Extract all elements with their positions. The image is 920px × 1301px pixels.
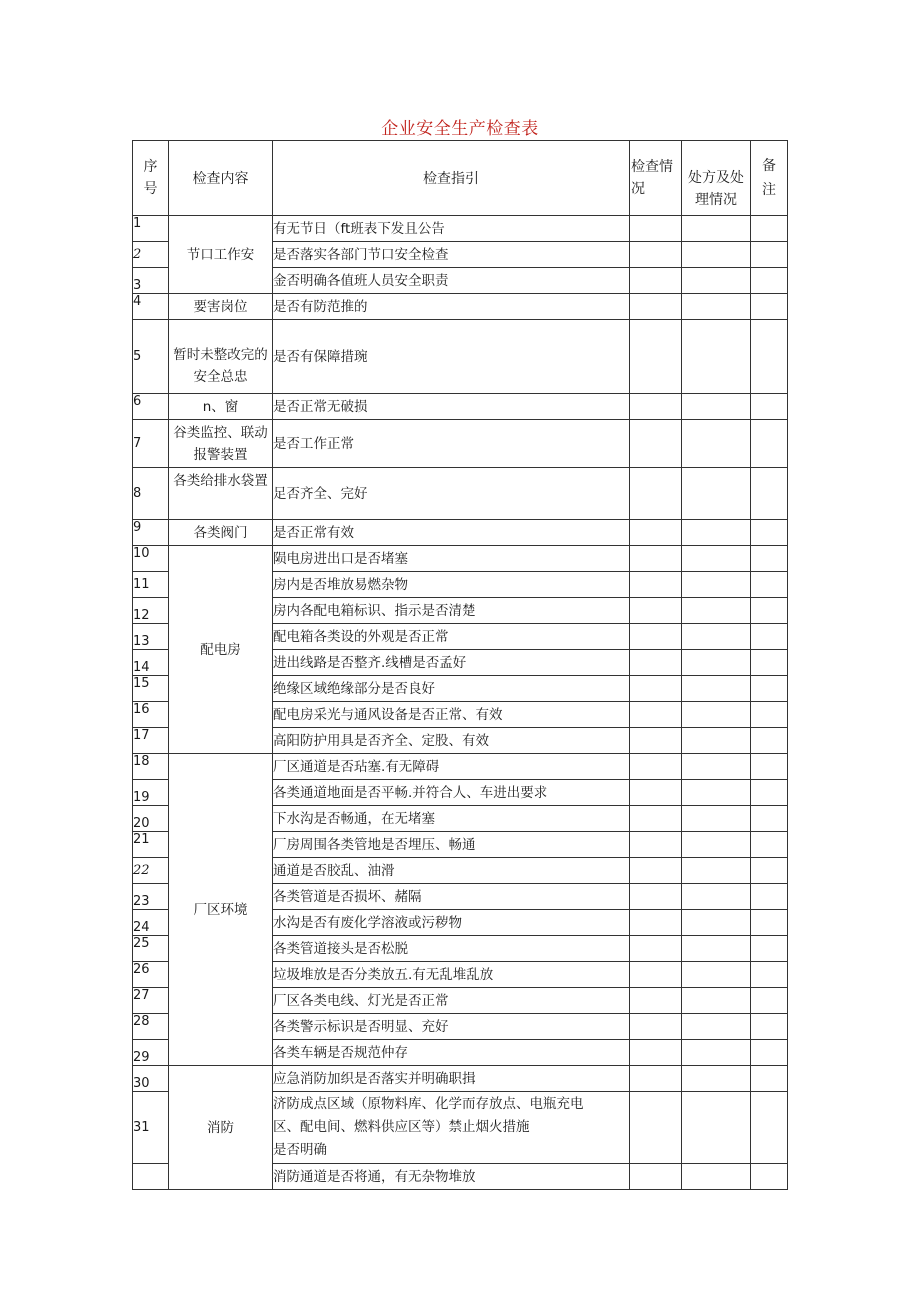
status-cell[interactable] bbox=[630, 242, 682, 268]
handle-cell[interactable] bbox=[682, 520, 751, 546]
table-row bbox=[133, 420, 788, 468]
note-cell[interactable] bbox=[751, 420, 788, 468]
handle-cell[interactable] bbox=[682, 320, 751, 394]
status-cell[interactable] bbox=[630, 1164, 682, 1190]
status-cell[interactable] bbox=[630, 754, 682, 780]
handle-cell[interactable] bbox=[682, 676, 751, 702]
note-cell[interactable] bbox=[751, 1164, 788, 1190]
row-number: 26 bbox=[133, 962, 169, 988]
row-number: 31 bbox=[133, 1092, 169, 1164]
handle-cell[interactable] bbox=[682, 988, 751, 1014]
guide-cell: 各类车辆是否规范仲存 bbox=[273, 1040, 630, 1066]
row-number: 21 bbox=[133, 832, 169, 858]
note-cell[interactable] bbox=[751, 858, 788, 884]
row-number: 20 bbox=[133, 806, 169, 832]
row-number: 29 bbox=[133, 1040, 169, 1066]
handle-cell[interactable] bbox=[682, 1040, 751, 1066]
note-cell[interactable] bbox=[751, 676, 788, 702]
guide-cell: 有无节日（ft班表下发且公告 bbox=[273, 216, 630, 242]
handle-cell[interactable] bbox=[682, 884, 751, 910]
row-number: 13 bbox=[133, 624, 169, 650]
note-cell[interactable] bbox=[751, 320, 788, 394]
note-cell[interactable] bbox=[751, 1014, 788, 1040]
handle-cell[interactable] bbox=[682, 728, 751, 754]
row-number: 1 bbox=[133, 216, 169, 242]
handle-cell[interactable] bbox=[682, 936, 751, 962]
handle-cell[interactable] bbox=[682, 806, 751, 832]
table-row bbox=[133, 320, 788, 394]
guide-cell: 厂区通道是否玷塞.有无障碍 bbox=[273, 754, 630, 780]
group-key-post: 要害岗位 bbox=[169, 294, 273, 320]
table-row bbox=[133, 1066, 788, 1092]
note-cell[interactable] bbox=[751, 572, 788, 598]
guide-cell: 是否落实各部门节口安全检查 bbox=[273, 242, 630, 268]
table-row bbox=[133, 394, 788, 420]
note-cell[interactable] bbox=[751, 520, 788, 546]
row-number: 17 bbox=[133, 728, 169, 754]
handle-cell[interactable] bbox=[682, 216, 751, 242]
guide-cell: 消防通道是否将通，有无杂物堆放 bbox=[273, 1164, 630, 1190]
row-number: 15 bbox=[133, 676, 169, 702]
handle-cell[interactable] bbox=[682, 1014, 751, 1040]
handle-cell[interactable] bbox=[682, 394, 751, 420]
status-cell[interactable] bbox=[630, 728, 682, 754]
status-cell[interactable] bbox=[630, 394, 682, 420]
status-cell[interactable] bbox=[630, 988, 682, 1014]
row-number: 16 bbox=[133, 702, 169, 728]
handle-cell[interactable] bbox=[682, 546, 751, 572]
guide-cell: 金否明确各值班人员安全职责 bbox=[273, 268, 630, 294]
group-monitor: 谷类监控、联动 报警装置 bbox=[169, 420, 273, 468]
status-cell[interactable] bbox=[630, 572, 682, 598]
handle-cell[interactable] bbox=[682, 780, 751, 806]
row-number: 27 bbox=[133, 988, 169, 1014]
status-cell[interactable] bbox=[630, 676, 682, 702]
guide-cell: 陨电房进出口是否堵塞 bbox=[273, 546, 630, 572]
handle-cell[interactable] bbox=[682, 420, 751, 468]
status-cell[interactable] bbox=[630, 1092, 682, 1164]
group-rectify: 暂时未整改完的 安全总忠 bbox=[169, 320, 273, 394]
row-number: 12 bbox=[133, 598, 169, 624]
guide-cell: 应急消防加织是否落实并明确职揖 bbox=[273, 1066, 630, 1092]
status-cell[interactable] bbox=[630, 884, 682, 910]
guide-cell: 各类通道地面是否平畅.并符合人、车进出要求 bbox=[273, 780, 630, 806]
row-number: 28 bbox=[133, 1014, 169, 1040]
row-number: 10 bbox=[133, 546, 169, 572]
status-cell[interactable] bbox=[630, 1066, 682, 1092]
guide-cell: 水沟是否有废化学溶液或污秽物 bbox=[273, 910, 630, 936]
handle-cell[interactable] bbox=[682, 832, 751, 858]
status-cell[interactable] bbox=[630, 268, 682, 294]
status-cell[interactable] bbox=[630, 962, 682, 988]
handle-cell[interactable] bbox=[682, 1164, 751, 1190]
row-number: 2 bbox=[133, 242, 169, 268]
note-cell[interactable] bbox=[751, 394, 788, 420]
group-holiday: 节口工作安 bbox=[169, 216, 273, 294]
guide-cell: 配电房采光与通风设备是否正常、有效 bbox=[273, 702, 630, 728]
note-cell[interactable] bbox=[751, 884, 788, 910]
note-cell[interactable] bbox=[751, 294, 788, 320]
status-cell[interactable] bbox=[630, 936, 682, 962]
handle-cell[interactable] bbox=[682, 1066, 751, 1092]
status-cell[interactable] bbox=[630, 910, 682, 936]
header-guide: 检查指引 bbox=[273, 141, 630, 216]
header-row bbox=[133, 141, 788, 216]
row-number: 7 bbox=[133, 420, 169, 468]
row-number bbox=[133, 1164, 169, 1190]
note-cell[interactable] bbox=[751, 268, 788, 294]
row-number: 3 bbox=[133, 268, 169, 294]
table-row bbox=[133, 520, 788, 546]
row-number: 24 bbox=[133, 910, 169, 936]
guide-cell: 各类管道是否损坏、赭隔 bbox=[273, 884, 630, 910]
guide-cell: 房内各配电箱标识、指示是否清楚 bbox=[273, 598, 630, 624]
handle-cell[interactable] bbox=[682, 702, 751, 728]
note-cell[interactable] bbox=[751, 832, 788, 858]
row-number: 19 bbox=[133, 780, 169, 806]
guide-cell: 是否有保障措琬 bbox=[273, 320, 630, 394]
status-cell[interactable] bbox=[630, 624, 682, 650]
status-cell[interactable] bbox=[630, 294, 682, 320]
row-number: 5 bbox=[133, 320, 169, 394]
group-fire: 消防 bbox=[169, 1066, 273, 1190]
note-cell[interactable] bbox=[751, 624, 788, 650]
handle-cell[interactable] bbox=[682, 1092, 751, 1164]
guide-cell: 下水沟是否畅通，在无堵塞 bbox=[273, 806, 630, 832]
note-cell[interactable] bbox=[751, 468, 788, 520]
row-number: 23 bbox=[133, 884, 169, 910]
note-cell[interactable] bbox=[751, 962, 788, 988]
handle-cell[interactable] bbox=[682, 962, 751, 988]
guide-cell: 是否正常无破损 bbox=[273, 394, 630, 420]
guide-cell: 垃圾堆放是否分类放五.有无乱堆乱放 bbox=[273, 962, 630, 988]
guide-cell: 各类警示标识是否明显、充好 bbox=[273, 1014, 630, 1040]
handle-cell[interactable] bbox=[682, 624, 751, 650]
status-cell[interactable] bbox=[630, 598, 682, 624]
status-cell[interactable] bbox=[630, 806, 682, 832]
note-cell[interactable] bbox=[751, 936, 788, 962]
header-handle: 处方及处 理情况 bbox=[682, 141, 751, 216]
guide-cell: 足否齐全、完好 bbox=[273, 468, 630, 520]
handle-cell[interactable] bbox=[682, 754, 751, 780]
group-water: 各类给排水袋置 bbox=[169, 468, 273, 520]
row-number: 22 bbox=[133, 858, 169, 884]
row-number: 8 bbox=[133, 468, 169, 520]
row-number: 11 bbox=[133, 572, 169, 598]
note-cell[interactable] bbox=[751, 988, 788, 1014]
note-cell[interactable] bbox=[751, 546, 788, 572]
handle-cell[interactable] bbox=[682, 598, 751, 624]
status-cell[interactable] bbox=[630, 546, 682, 572]
header-seq: 序 号 bbox=[133, 141, 169, 216]
note-cell[interactable] bbox=[751, 728, 788, 754]
handle-cell[interactable] bbox=[682, 858, 751, 884]
row-number: 18 bbox=[133, 754, 169, 780]
row-number: 30 bbox=[133, 1066, 169, 1092]
guide-cell: 配电箱各类设的外观是否正常 bbox=[273, 624, 630, 650]
note-cell[interactable] bbox=[751, 598, 788, 624]
guide-cell: 厂房周围各类管地是否埋压、畅通 bbox=[273, 832, 630, 858]
status-cell[interactable] bbox=[630, 216, 682, 242]
note-cell[interactable] bbox=[751, 650, 788, 676]
note-cell[interactable] bbox=[751, 242, 788, 268]
guide-cell: 进出线路是否整齐.线槽是否孟好 bbox=[273, 650, 630, 676]
header-note: 备 注 bbox=[751, 141, 788, 216]
group-power-room: 配电房 bbox=[169, 546, 273, 754]
handle-cell[interactable] bbox=[682, 242, 751, 268]
note-cell[interactable] bbox=[751, 1040, 788, 1066]
table-row bbox=[133, 216, 788, 242]
handle-cell[interactable] bbox=[682, 910, 751, 936]
note-cell[interactable] bbox=[751, 754, 788, 780]
guide-cell: 济防成点区域（原物料库、化学而存放点、电瓶充电 区、配电间、燃料供应区等）禁止烟火措施 是否明确 bbox=[273, 1092, 630, 1164]
status-cell[interactable] bbox=[630, 468, 682, 520]
row-number: 25 bbox=[133, 936, 169, 962]
status-cell[interactable] bbox=[630, 1014, 682, 1040]
table-row bbox=[133, 468, 788, 520]
status-cell[interactable] bbox=[630, 320, 682, 394]
handle-cell[interactable] bbox=[682, 468, 751, 520]
handle-cell[interactable] bbox=[682, 268, 751, 294]
guide-cell: 是否正常有效 bbox=[273, 520, 630, 546]
status-cell[interactable] bbox=[630, 832, 682, 858]
header-status: 检查情 况 bbox=[630, 141, 682, 216]
row-number: 6 bbox=[133, 394, 169, 420]
row-number: 14 bbox=[133, 650, 169, 676]
table-row bbox=[133, 546, 788, 572]
note-cell[interactable] bbox=[751, 1092, 788, 1164]
guide-cell: 房内是否堆放易燃杂物 bbox=[273, 572, 630, 598]
status-cell[interactable] bbox=[630, 702, 682, 728]
table-row bbox=[133, 294, 788, 320]
note-cell[interactable] bbox=[751, 780, 788, 806]
guide-cell: 厂区各类电线、灯光是否正常 bbox=[273, 988, 630, 1014]
note-cell[interactable] bbox=[751, 1066, 788, 1092]
group-door-window: n、窗 bbox=[169, 394, 273, 420]
row-number: 9 bbox=[133, 520, 169, 546]
status-cell[interactable] bbox=[630, 1040, 682, 1066]
status-cell[interactable] bbox=[630, 520, 682, 546]
status-cell[interactable] bbox=[630, 650, 682, 676]
note-cell[interactable] bbox=[751, 702, 788, 728]
guide-cell: 是否工作正常 bbox=[273, 420, 630, 468]
note-cell[interactable] bbox=[751, 216, 788, 242]
inspection-table bbox=[132, 140, 788, 1190]
note-cell[interactable] bbox=[751, 910, 788, 936]
note-cell[interactable] bbox=[751, 806, 788, 832]
guide-cell: 是否有防范推的 bbox=[273, 294, 630, 320]
group-plant-env: 厂区环境 bbox=[169, 754, 273, 1066]
guide-cell: 通道是否胶乱、油滑 bbox=[273, 858, 630, 884]
status-cell[interactable] bbox=[630, 420, 682, 468]
guide-cell: 高阳防护用具是否齐全、定股、有效 bbox=[273, 728, 630, 754]
guide-cell: 各类管道接头是否松脱 bbox=[273, 936, 630, 962]
guide-cell: 绝缘区域绝缘部分是否良好 bbox=[273, 676, 630, 702]
row-number: 4 bbox=[133, 294, 169, 320]
document-title: 企业安全生产检查表 bbox=[381, 119, 539, 139]
status-cell[interactable] bbox=[630, 780, 682, 806]
status-cell[interactable] bbox=[630, 858, 682, 884]
group-valve: 各类阀门 bbox=[169, 520, 273, 546]
handle-cell[interactable] bbox=[682, 572, 751, 598]
header-item: 检查内容 bbox=[169, 141, 273, 216]
handle-cell[interactable] bbox=[682, 650, 751, 676]
handle-cell[interactable] bbox=[682, 294, 751, 320]
table-row bbox=[133, 754, 788, 780]
